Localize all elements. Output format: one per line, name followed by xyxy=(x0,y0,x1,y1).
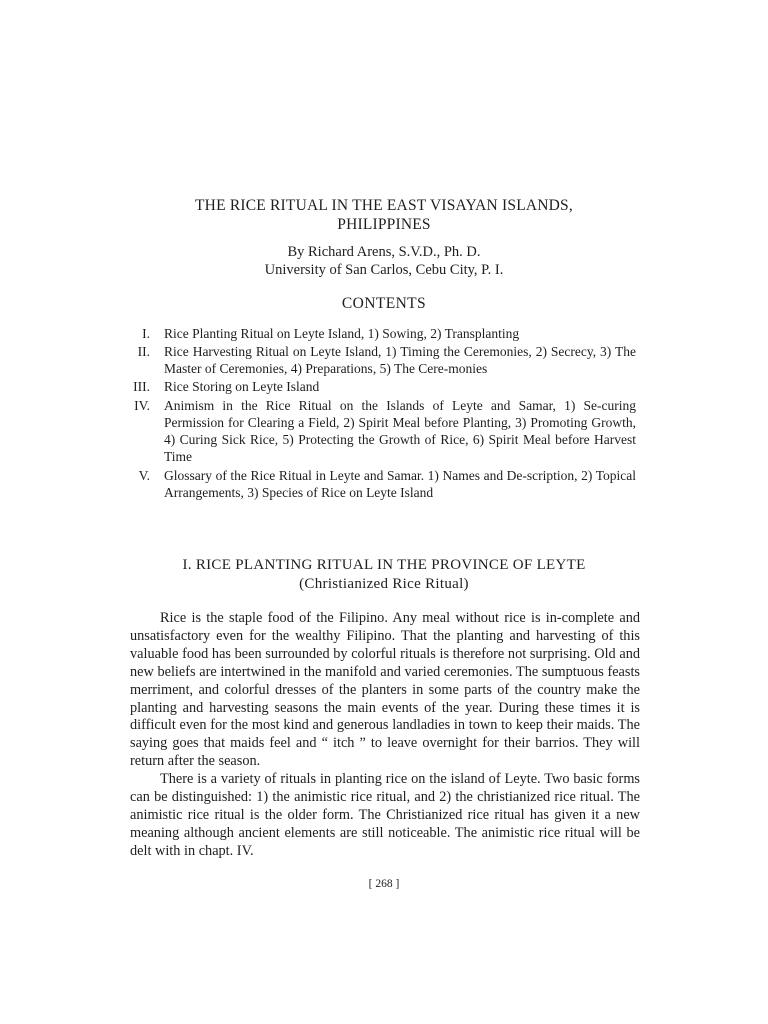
toc-entry-text: Glossary of the Rice Ritual in Leyte and Samar. 1) Names and De-scription, 2) Topical Arrangements, 3) Species of Rice on Leyte Island xyxy=(164,467,636,500)
toc-entry-number: V. xyxy=(138,467,150,483)
toc-entry-number: I. xyxy=(142,326,150,341)
toc-entry-text: Rice Harvesting Ritual on Leyte Island, 1) Timing the Ceremonies, 2) Secrecy, 3) The Master of Ceremonies, 4) Preparations, 5) The Cere-monies xyxy=(164,344,636,377)
toc-entry xyxy=(116,378,636,395)
toc-entry-number: III. xyxy=(133,379,150,395)
article-title xyxy=(120,196,648,234)
byline xyxy=(150,243,618,279)
contents-heading: CONTENTS xyxy=(341,295,427,312)
article-title-line-2: PHILIPPINES xyxy=(337,216,431,233)
body-text xyxy=(130,610,640,861)
author-line: By Richard Arens, S.V.D., Ph. D. xyxy=(287,244,481,260)
article-title-line-1: THE RICE RITUAL IN THE EAST VISAYAN ISLANDS, xyxy=(195,197,573,214)
toc-entry xyxy=(116,467,636,502)
paragraph: Rice is the staple food of the Filipino. Any meal without rice is in-complete and unsatisfactory even for the wealthy Filipino. That the planting and harvesting of this valuable food has been surrounded by colorful rituals is therefore not surprising. Old and new beliefs are intertwined in the manifold and varied ceremonies. The sumptuous feasts merriment, and colorful dresses of the planters in some parts of the country make the planting and harvesting seasons the main events of the year. During these times it is difficult even for the most kind and generous landladies in town to keep their maids. The saying goes that maids feel and “ itch ” to leave overnight for their barrios. They will return after the season. xyxy=(130,610,640,770)
page-number: [ 268 ] xyxy=(368,878,400,890)
table-of-contents xyxy=(116,325,636,502)
toc-entry xyxy=(116,325,636,342)
section-heading xyxy=(120,556,648,594)
toc-entry xyxy=(116,397,636,466)
section-heading-line-1: I. RICE PLANTING RITUAL IN THE PROVINCE OF LEYTE xyxy=(182,557,586,573)
toc-entry xyxy=(116,343,636,378)
affiliation-line: University of San Carlos, Cebu City, P. I. xyxy=(264,262,504,278)
toc-entry-text: Animism in the Rice Ritual on the Islands of Leyte and Samar, 1) Se-curing Permission for Clearing a Field, 2) Spirit Meal before Planting, 3) Promoting Growth, 4) Curing Sick Rice, 5) Protecting the Growth of Rice, 6) Spirit Meal before Harvest Time xyxy=(164,397,636,465)
toc-entry-text: Rice Storing on Leyte Island xyxy=(164,379,320,395)
toc-entry-text: Rice Planting Ritual on Leyte Island, 1) Sowing, 2) Transplanting xyxy=(164,326,520,341)
toc-entry-number: IV. xyxy=(134,397,150,413)
toc-entry-number: II. xyxy=(137,344,150,360)
section-heading-line-2: (Christianized Rice Ritual) xyxy=(299,576,469,592)
paragraph: There is a variety of rituals in planting rice on the island of Leyte. Two basic forms can be distinguished: 1) the animistic rice ritual, and 2) the christianized rice ritual. The animistic rice ritual is the older form. The Christianized rice ritual has given it a new meaning although ancient elements are still noticeable. The animistic rice ritual will be delt with in chapt. IV. xyxy=(130,771,640,859)
